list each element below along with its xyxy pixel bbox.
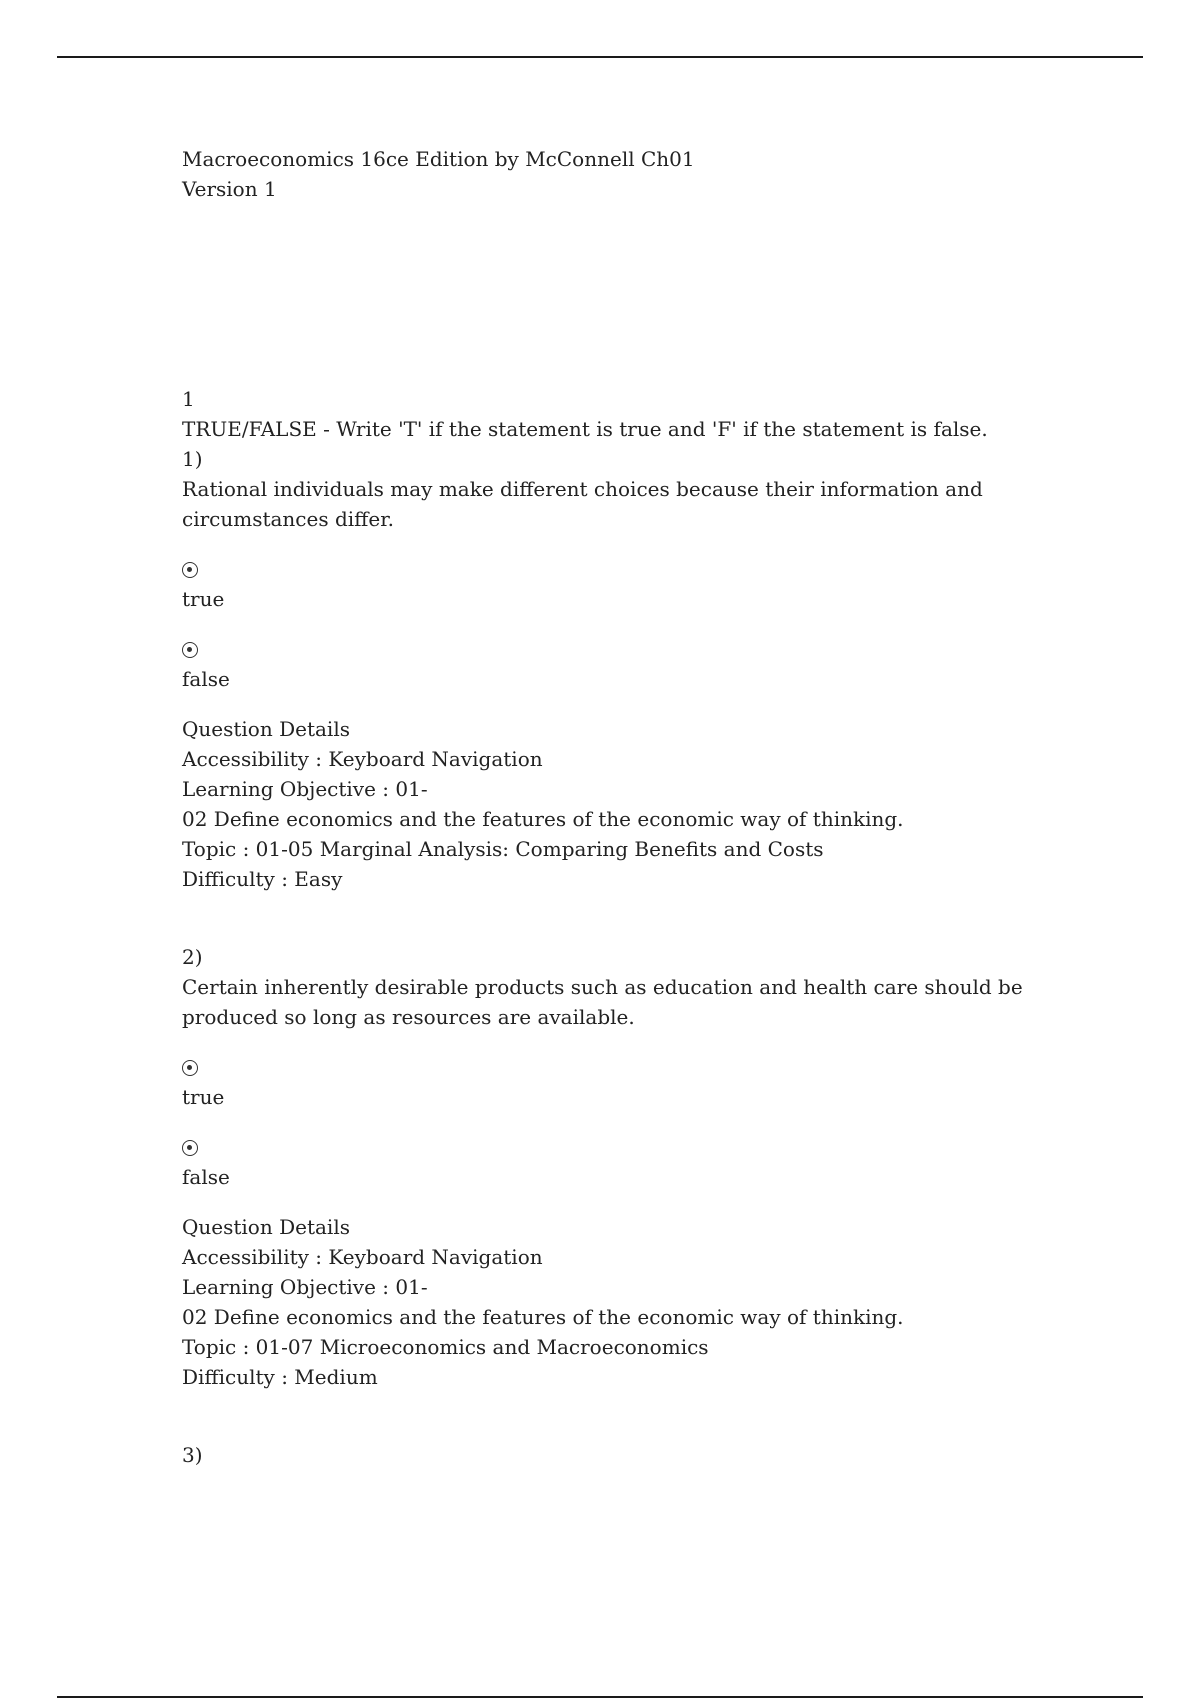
question-text-line: Certain inherently desirable products such as education and health care should be: [182, 975, 1023, 999]
topic-detail: Topic : 01-07 Microeconomics and Macroeconomics: [182, 1335, 709, 1359]
option-true-label: true: [182, 1085, 225, 1109]
question-text-line: produced so long as resources are available.: [182, 1005, 635, 1029]
bottom-rule: [57, 1696, 1143, 1698]
radio-button-icon[interactable]: [182, 1140, 198, 1156]
difficulty-detail: Difficulty : Medium: [182, 1365, 378, 1389]
option-false-label: false: [182, 1165, 230, 1189]
difficulty-detail: Difficulty : Easy: [182, 867, 343, 891]
section-instructions: TRUE/FALSE - Write 'T' if the statement is true and 'F' if the statement is false.: [182, 417, 988, 441]
question-number: 2): [182, 945, 203, 969]
learning-objective-detail: Learning Objective : 01-: [182, 777, 428, 801]
learning-objective-detail: 02 Define economics and the features of the economic way of thinking.: [182, 1305, 904, 1329]
document-version: Version 1: [182, 177, 277, 201]
document-body: [182, 144, 1082, 1470]
learning-objective-detail: 02 Define economics and the features of the economic way of thinking.: [182, 807, 904, 831]
question-details-heading: Question Details: [182, 1215, 350, 1239]
accessibility-detail: Accessibility : Keyboard Navigation: [182, 1245, 543, 1269]
option-true-label: true: [182, 587, 225, 611]
accessibility-detail: Accessibility : Keyboard Navigation: [182, 747, 543, 771]
option-false-label: false: [182, 667, 230, 691]
top-rule: [57, 56, 1143, 58]
section-number: 1: [182, 387, 195, 411]
topic-detail: Topic : 01-05 Marginal Analysis: Comparing Benefits and Costs: [182, 837, 824, 861]
radio-button-icon[interactable]: [182, 1060, 198, 1076]
learning-objective-detail: Learning Objective : 01-: [182, 1275, 428, 1299]
question-2: [182, 942, 1082, 1392]
radio-button-icon[interactable]: [182, 642, 198, 658]
document-title: Macroeconomics 16ce Edition by McConnell Ch01: [182, 147, 695, 171]
question-number: 1): [182, 447, 203, 471]
question-1: [182, 444, 1082, 894]
question-details-heading: Question Details: [182, 717, 350, 741]
next-question-number: 3): [182, 1443, 203, 1467]
question-text-line: Rational individuals may make different choices because their information and: [182, 477, 983, 501]
question-text-line: circumstances differ.: [182, 507, 394, 531]
radio-button-icon[interactable]: [182, 562, 198, 578]
